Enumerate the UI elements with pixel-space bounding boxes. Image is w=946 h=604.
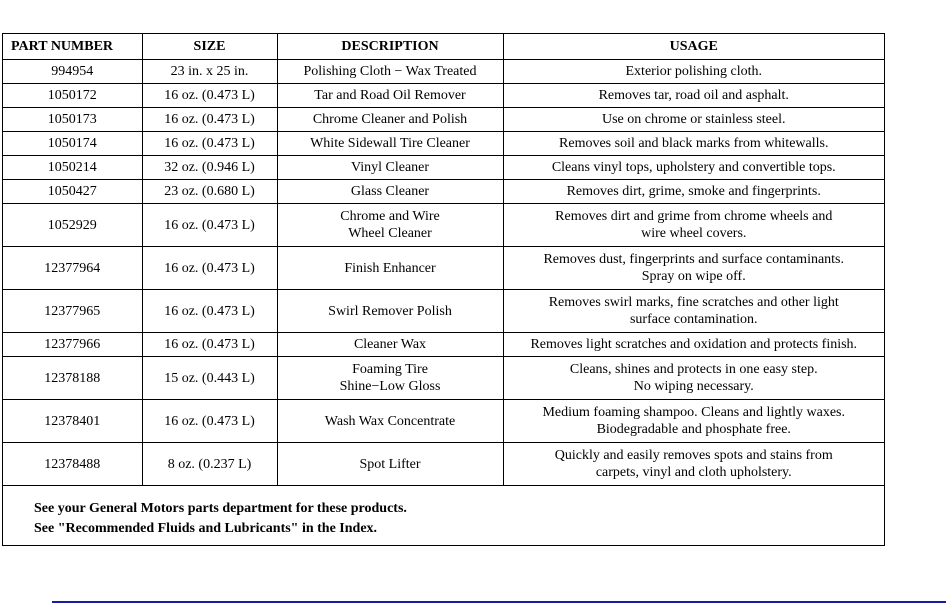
description-cell: Chrome and Wire Wheel Cleaner [277, 204, 503, 247]
table-row [3, 400, 884, 443]
part-number-cell: 12378401 [3, 400, 142, 443]
size-cell: 15 oz. (0.443 L) [142, 357, 277, 400]
part-number-cell: 1050214 [3, 156, 142, 180]
usage-cell: Medium foaming shampoo. Cleans and lightly waxes. Biodegradable and phosphate free. [503, 400, 884, 443]
description-cell: Polishing Cloth − Wax Treated [277, 60, 503, 84]
size-cell: 23 oz. (0.680 L) [142, 180, 277, 204]
description-cell: Cleaner Wax [277, 333, 503, 357]
header-usage: USAGE [503, 34, 884, 60]
footer-rule [52, 601, 946, 603]
size-cell: 16 oz. (0.473 L) [142, 204, 277, 247]
table-header-row [3, 34, 884, 60]
description-cell: Foaming Tire Shine−Low Gloss [277, 357, 503, 400]
part-number-cell: 994954 [3, 60, 142, 84]
usage-cell: Removes dirt and grime from chrome wheels and wire wheel covers. [503, 204, 884, 247]
table-row [3, 60, 884, 84]
usage-cell: Removes swirl marks, fine scratches and other light surface contamination. [503, 290, 884, 333]
size-cell: 16 oz. (0.473 L) [142, 84, 277, 108]
table-row [3, 290, 884, 333]
table-row [3, 204, 884, 247]
part-number-cell: 1052929 [3, 204, 142, 247]
table-row [3, 180, 884, 204]
table-row [3, 247, 884, 290]
part-number-cell: 12377965 [3, 290, 142, 333]
description-cell: Wash Wax Concentrate [277, 400, 503, 443]
usage-cell: Cleans, shines and protects in one easy step. No wiping necessary. [503, 357, 884, 400]
header-size: SIZE [142, 34, 277, 60]
usage-cell: Removes dust, fingerprints and surface contaminants. Spray on wipe off. [503, 247, 884, 290]
table-row [3, 156, 884, 180]
size-cell: 23 in. x 25 in. [142, 60, 277, 84]
table-row [3, 132, 884, 156]
description-cell: Glass Cleaner [277, 180, 503, 204]
description-cell: Vinyl Cleaner [277, 156, 503, 180]
description-cell: Tar and Road Oil Remover [277, 84, 503, 108]
part-number-cell: 12378488 [3, 443, 142, 486]
note-recommended-fluids: See "Recommended Fluids and Lubricants" in the Index. [34, 521, 378, 536]
appearance-care-products-table [3, 34, 884, 486]
description-cell: Swirl Remover Polish [277, 290, 503, 333]
part-number-cell: 1050427 [3, 180, 142, 204]
usage-cell: Removes soil and black marks from whitewalls. [503, 132, 884, 156]
size-cell: 16 oz. (0.473 L) [142, 400, 277, 443]
header-description: DESCRIPTION [277, 34, 503, 60]
header-part-number: PART NUMBER [3, 34, 142, 60]
part-number-cell: 1050172 [3, 84, 142, 108]
description-cell: Chrome Cleaner and Polish [277, 108, 503, 132]
usage-cell: Removes light scratches and oxidation and protects finish. [503, 333, 884, 357]
size-cell: 16 oz. (0.473 L) [142, 333, 277, 357]
size-cell: 16 oz. (0.473 L) [142, 132, 277, 156]
part-number-cell: 1050173 [3, 108, 142, 132]
table-row [3, 357, 884, 400]
table-row [3, 84, 884, 108]
table-row [3, 333, 884, 357]
part-number-cell: 12377964 [3, 247, 142, 290]
part-number-cell: 12378188 [3, 357, 142, 400]
usage-cell: Use on chrome or stainless steel. [503, 108, 884, 132]
part-number-cell: 12377966 [3, 333, 142, 357]
description-cell: White Sidewall Tire Cleaner [277, 132, 503, 156]
size-cell: 16 oz. (0.473 L) [142, 247, 277, 290]
size-cell: 16 oz. (0.473 L) [142, 290, 277, 333]
description-cell: Finish Enhancer [277, 247, 503, 290]
size-cell: 8 oz. (0.237 L) [142, 443, 277, 486]
usage-cell: Cleans vinyl tops, upholstery and convertible tops. [503, 156, 884, 180]
usage-cell: Removes dirt, grime, smoke and fingerprints. [503, 180, 884, 204]
table-row [3, 443, 884, 486]
usage-cell: Quickly and easily removes spots and stains from carpets, vinyl and cloth upholstery. [503, 443, 884, 486]
part-number-cell: 1050174 [3, 132, 142, 156]
usage-cell: Removes tar, road oil and asphalt. [503, 84, 884, 108]
table-row [3, 108, 884, 132]
notes-section [3, 489, 884, 539]
usage-cell: Exterior polishing cloth. [503, 60, 884, 84]
size-cell: 16 oz. (0.473 L) [142, 108, 277, 132]
products-table-frame [2, 33, 885, 546]
description-cell: Spot Lifter [277, 443, 503, 486]
size-cell: 32 oz. (0.946 L) [142, 156, 277, 180]
note-parts-department: See your General Motors parts department for these products. [34, 501, 407, 516]
